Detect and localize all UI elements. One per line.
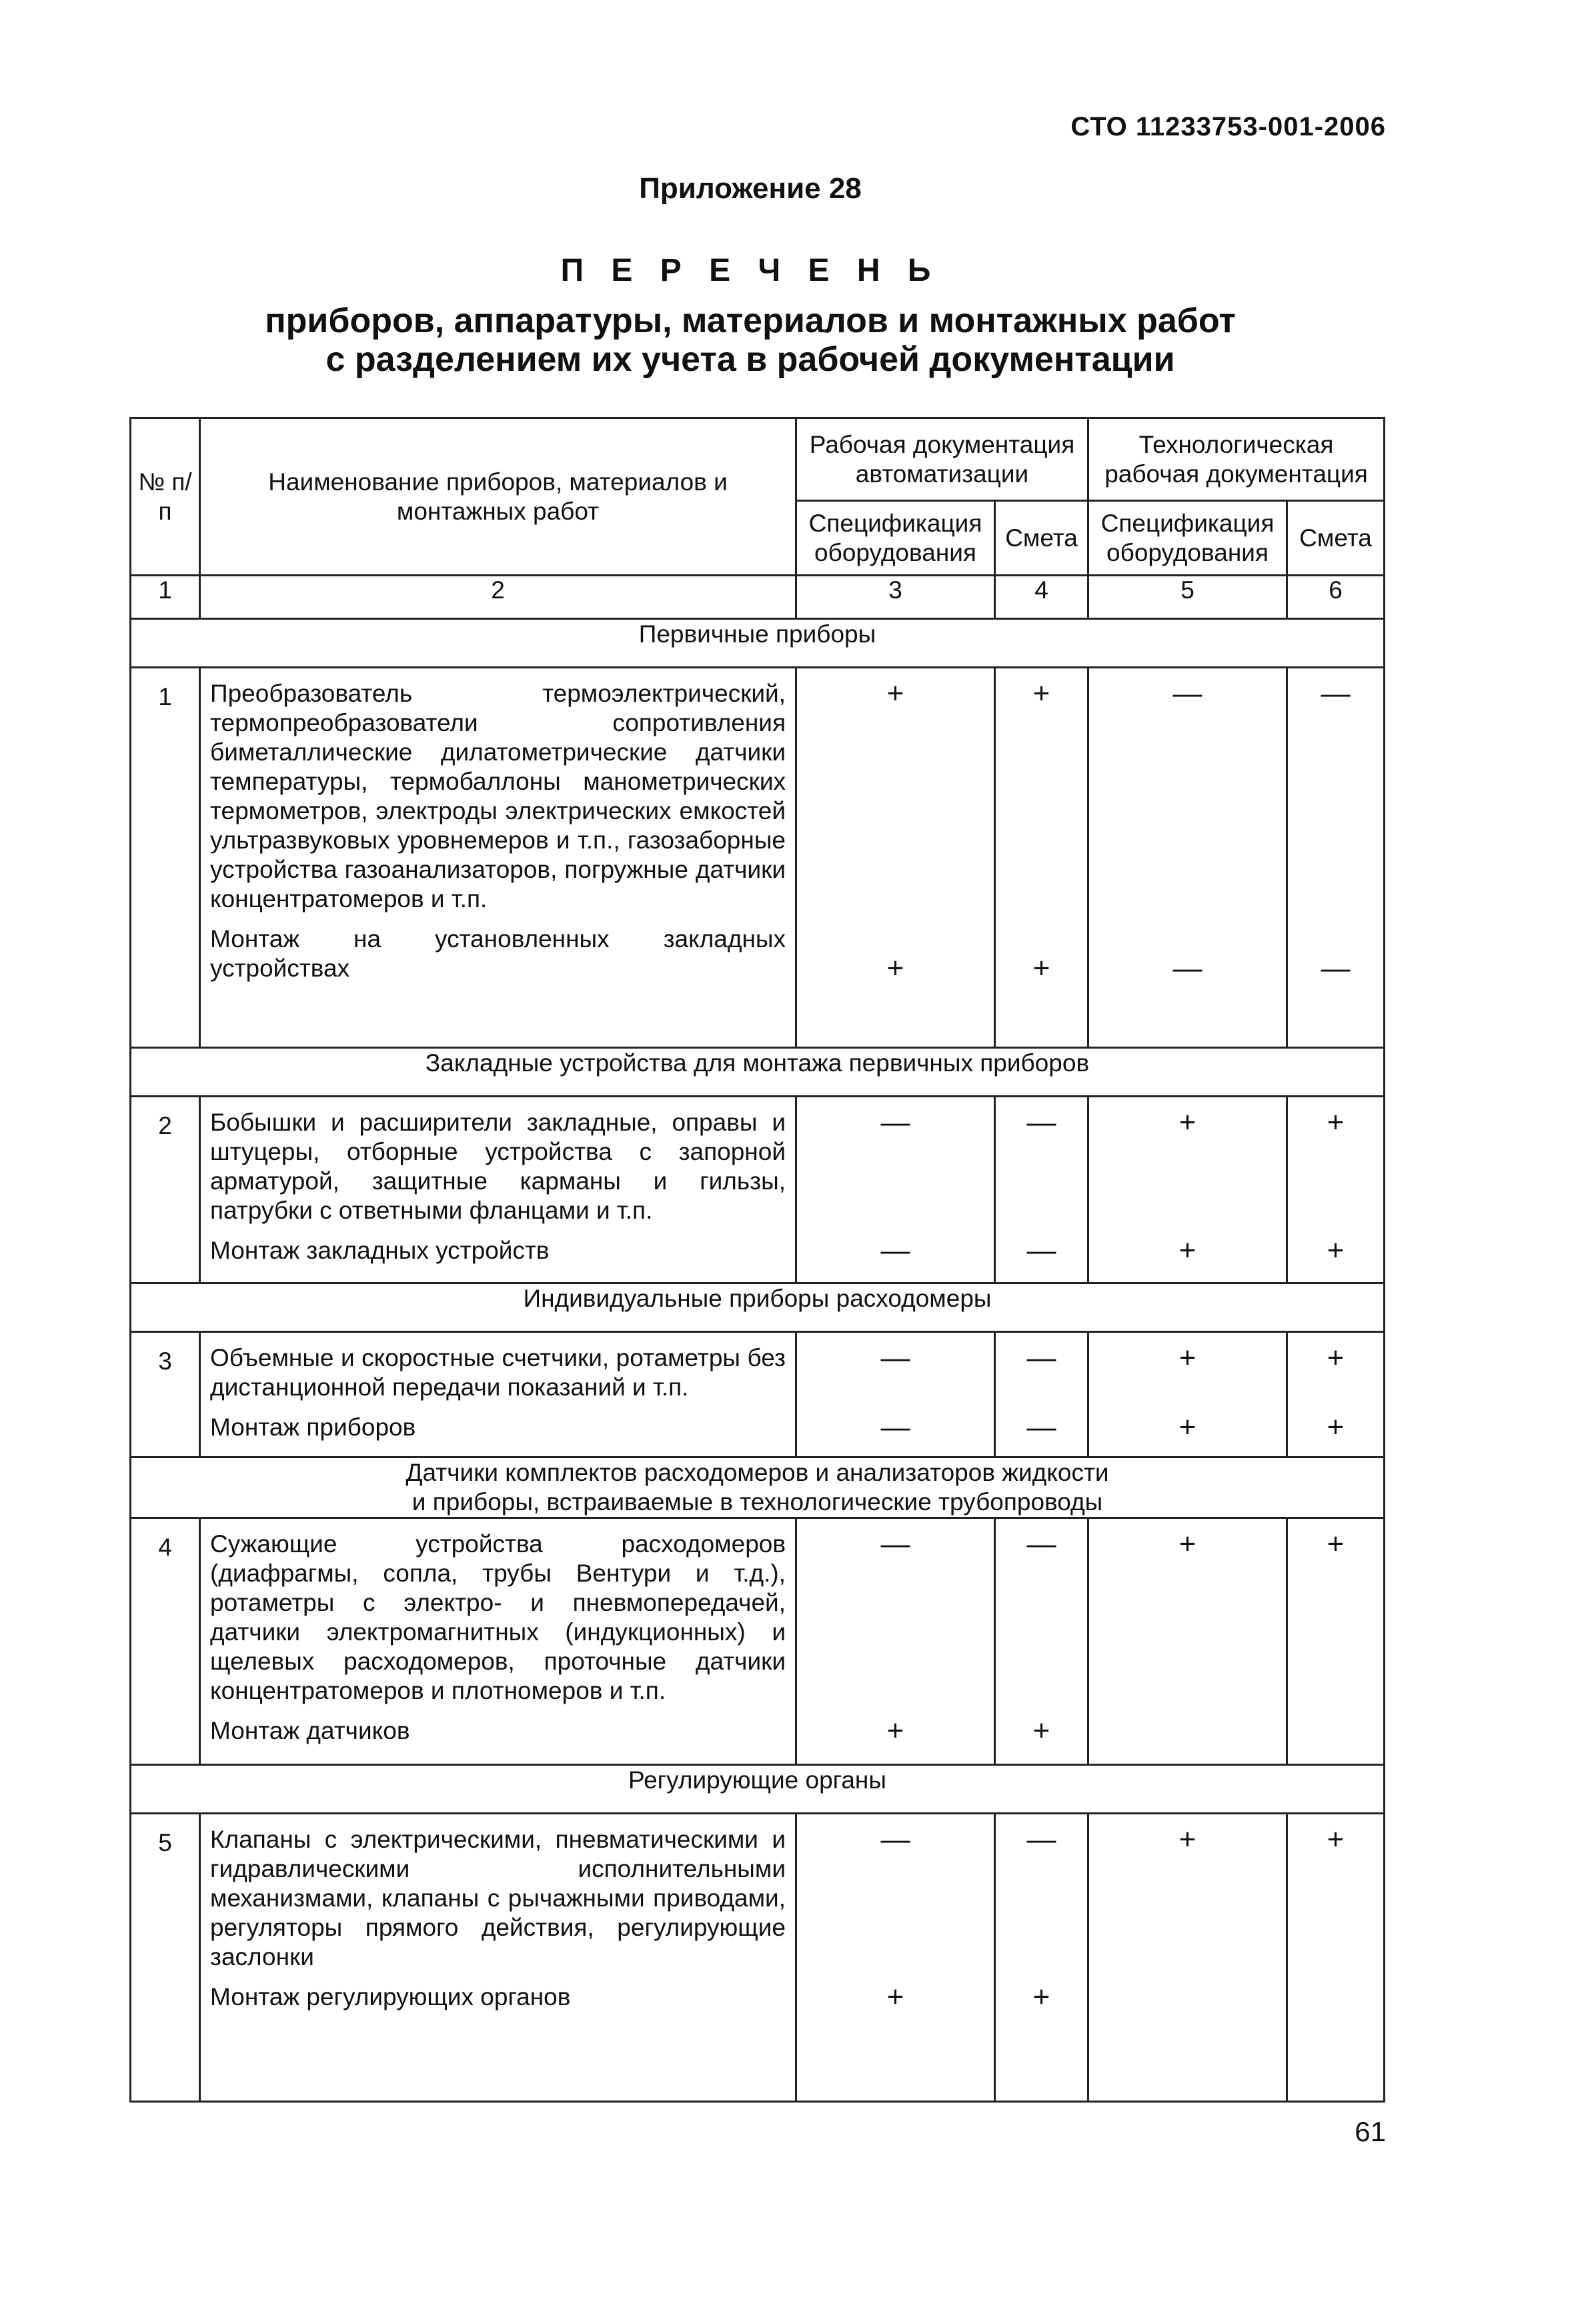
mark-smeta-auto: — — [995,1097,1088,1283]
header-smeta-auto: Смета [995,501,1088,576]
item-description: Объемные и скоростные счетчики, ротаметры без дистанционной передачи показаний и т.п. [210,1344,786,1401]
header-col-no: № п/п [131,418,200,576]
mark-smeta-tech: + [1287,1518,1385,1765]
mark-spec-tech: + + [1088,1332,1287,1458]
subtitle-line-2: с разделением их учета в рабочей документации [325,340,1175,379]
section-title: Первичные приборы [131,619,1385,668]
section-title: Закладные устройства для монтажа первичных приборов [131,1048,1385,1097]
col-number: 3 [796,576,995,619]
mark-spec-auto: — — [796,1332,995,1458]
row-number: 1 [131,668,200,1048]
mount-description: Монтаж датчиков [210,1717,410,1744]
col-number: 2 [200,576,796,619]
row-name [200,1518,796,1765]
header-spec-auto: Спецификация оборудования [796,501,995,576]
row-name [200,668,796,1048]
col-number: 5 [1088,576,1287,619]
item-description: Клапаны с электрическими, пневматическими и гидравлическими исполнительными механизмами, клапаны с рычажными приводами, регуляторы прямого действия, регулирующие заслонки [210,1826,786,1970]
row-number: 2 [131,1097,200,1283]
equipment-table [129,417,1385,2103]
header-group-automation: Рабочая документация автоматизации [796,418,1088,501]
section-title: Датчики комплектов расходомеров и анализаторов жидкости и приборы, встраиваемые в технологические трубопроводы [131,1458,1385,1518]
row-number: 3 [131,1332,200,1458]
page-subtitle [0,302,1501,379]
item-description: Преобразователь термоэлектрический, термопреобразователи сопротивления биметаллические дилатометрические датчики температуры, термобаллоны манометрических термометров, электроды электрических емкостей ультразвуковых уровнемеров и т.п., газозаборные устройства газоанализаторов, погружные датчики концентратомеров и т.п. [210,680,786,913]
row-name [200,1814,796,2102]
page-title: П Е Р Е Ч Е Н Ь [560,253,940,288]
subtitle-line-1: приборов, аппаратуры, материалов и монтажных работ [265,302,1236,340]
mount-description: Монтаж на установленных закладных устройствах [210,925,786,982]
mark-spec-auto: — + [796,1518,995,1765]
mount-description: Монтаж закладных устройств [210,1237,550,1264]
mark-smeta-auto: — + [995,1518,1088,1765]
document-code: СТО 11233753-001-2006 [1070,112,1386,141]
header-col-name: Наименование приборов, материалов и монтажных работ [200,418,796,576]
appendix-label: Приложение 28 [639,172,862,205]
mark-spec-tech: — — [1088,668,1287,1048]
page-number: 61 [1355,2116,1386,2147]
col-number: 1 [131,576,200,619]
section-title: Индивидуальные приборы расходомеры [131,1283,1385,1332]
mark-smeta-auto: — — [995,1332,1088,1458]
section-title: Регулирующие органы [131,1765,1385,1814]
mark-spec-tech: + [1088,1814,1287,2102]
mark-spec-tech: + + [1088,1097,1287,1283]
mark-spec-auto: — — [796,1097,995,1283]
header-spec-tech: Спецификация оборудования [1088,501,1287,576]
mark-smeta-tech: — — [1287,668,1385,1048]
mark-spec-auto: — + [796,1814,995,2102]
row-name [200,1097,796,1283]
row-number: 4 [131,1518,200,1765]
row-name [200,1332,796,1458]
mount-description: Монтаж приборов [210,1413,416,1441]
row-number: 5 [131,1814,200,2102]
mark-smeta-tech: + + [1287,1332,1385,1458]
item-description: Сужающие устройства расходомеров (диафрагмы, сопла, трубы Вентури и т.д.), ротаметры с электро- и пневмопередачей, датчики электромагнитных (индукционных) и щелевых расходомеров, проточные датчики концентратомеров и плотномеров и т.п. [210,1530,786,1704]
mark-smeta-auto: + + [995,668,1088,1048]
header-group-technological: Технологическая рабочая документация [1088,418,1385,501]
header-smeta-tech: Смета [1287,501,1385,576]
mount-description: Монтаж регулирующих органов [210,1983,571,2010]
item-description: Бобышки и расширители закладные, оправы и штуцеры, отборные устройства с запорной арматурой, защитные карманы и гильзы, патрубки с ответными фланцами и т.п. [210,1109,786,1224]
col-number: 6 [1287,576,1385,619]
mark-smeta-tech: + + [1287,1097,1385,1283]
mark-spec-auto: + + [796,668,995,1048]
mark-spec-tech: + [1088,1518,1287,1765]
mark-smeta-tech: + [1287,1814,1385,2102]
col-number: 4 [995,576,1088,619]
mark-smeta-auto: — + [995,1814,1088,2102]
